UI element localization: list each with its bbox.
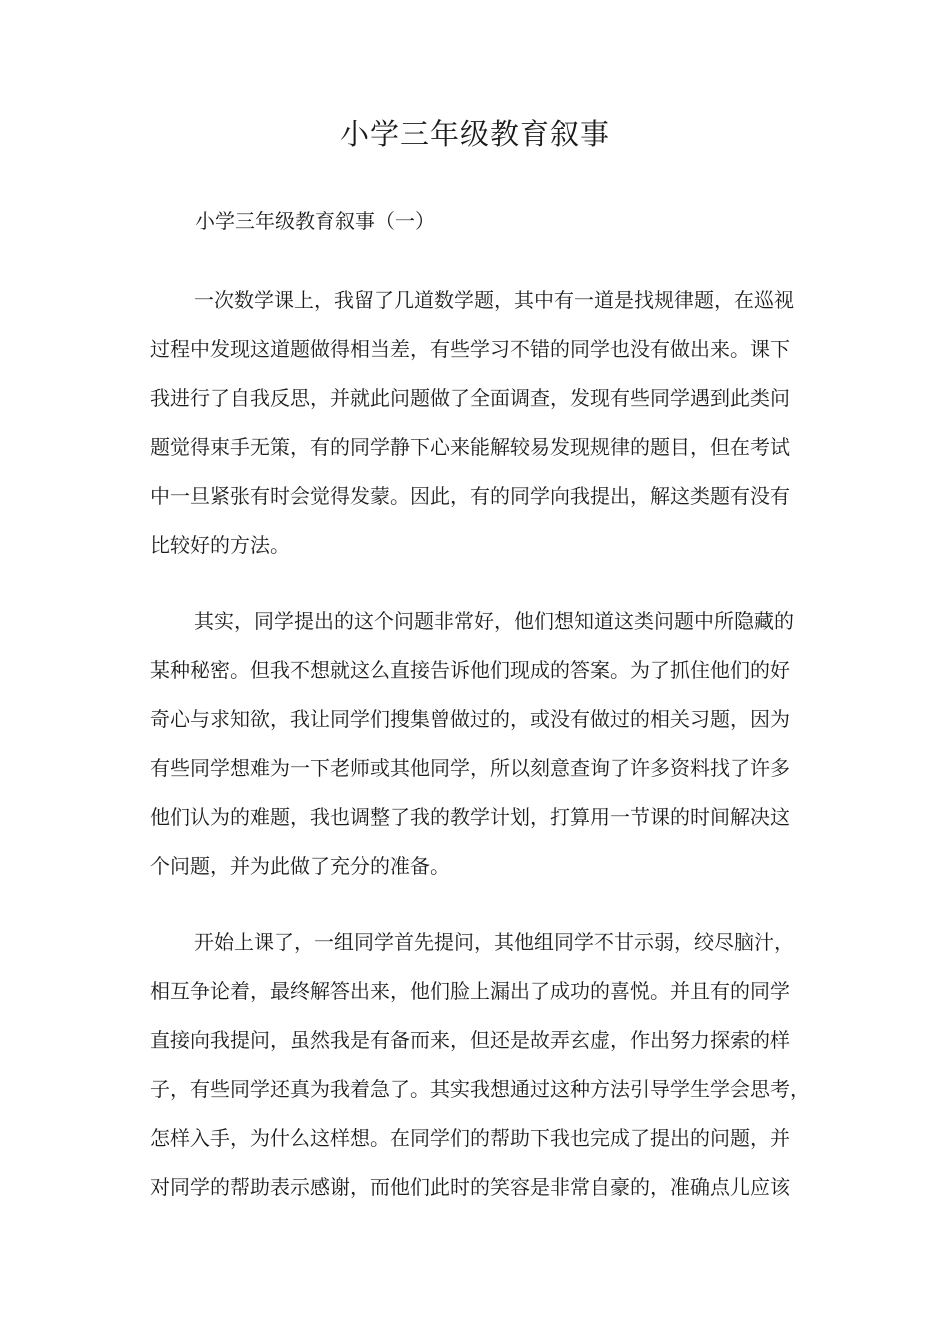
paragraph-line: 某种秘密。但我不想就这么直接告诉他们现成的答案。为了抓住他们的好 [150, 658, 790, 682]
paragraph-2 [150, 597, 810, 891]
paragraph-line: 我进行了自我反思，并就此问题做了全面调查，发现有些同学遇到此类问 [150, 386, 790, 410]
paragraph-line: 相互争论着，最终解答出来，他们脸上漏出了成功的喜悦。并且有的同学 [150, 979, 790, 1003]
paragraph-line: 比较好的方法。 [150, 533, 290, 557]
paragraph-line: 奇心与求知欲，我让同学们搜集曾做过的，或没有做过的相关习题，因为 [150, 707, 790, 731]
paragraph-line: 对同学的帮助表示感谢，而他们此时的笑容是非常自豪的，准确点儿应该 [150, 1175, 790, 1199]
paragraph-line: 子，有些同学还真为我着急了。其实我想通过这种方法引导学生学会思考， [150, 1077, 810, 1101]
paragraph-line: 他们认为的难题，我也调整了我的教学计划，打算用一节课的时间解决这 [150, 805, 790, 829]
paragraph-line: 过程中发现这道题做得相当差，有些学习不错的同学也没有做出来。课下 [150, 337, 790, 361]
paragraph-line: 题觉得束手无策，有的同学静下心来能解较易发现规律的题目，但在考试 [150, 435, 790, 459]
paragraph-1 [150, 276, 810, 570]
paragraph-line: 一次数学课上，我留了几道数学题，其中有一道是找规律题，在巡视 [194, 288, 794, 312]
paragraph-line: 有些同学想难为一下老师或其他同学，所以刻意查询了许多资料找了许多 [150, 756, 790, 780]
paragraph-line: 怎样入手，为什么这样想。在同学们的帮助下我也完成了提出的问题，并 [150, 1126, 790, 1150]
paragraph-3 [150, 918, 810, 1212]
paragraph-line: 开始上课了，一组同学首先提问，其他组同学不甘示弱，绞尽脑汁， [194, 930, 794, 954]
section-heading: 小学三年级教育叙事（一） [195, 209, 435, 233]
paragraph-line: 中一旦紧张有时会觉得发蒙。因此，有的同学向我提出，解这类题有没有 [150, 484, 790, 508]
document-title: 小学三年级教育叙事 [339, 117, 610, 151]
paragraph-line: 个问题，并为此做了充分的准备。 [150, 854, 450, 878]
paragraph-line: 其实，同学提出的这个问题非常好，他们想知道这类问题中所隐藏的 [194, 609, 794, 633]
paragraph-line: 直接向我提问，虽然我是有备而来，但还是故弄玄虚，作出努力探索的样 [150, 1028, 790, 1052]
